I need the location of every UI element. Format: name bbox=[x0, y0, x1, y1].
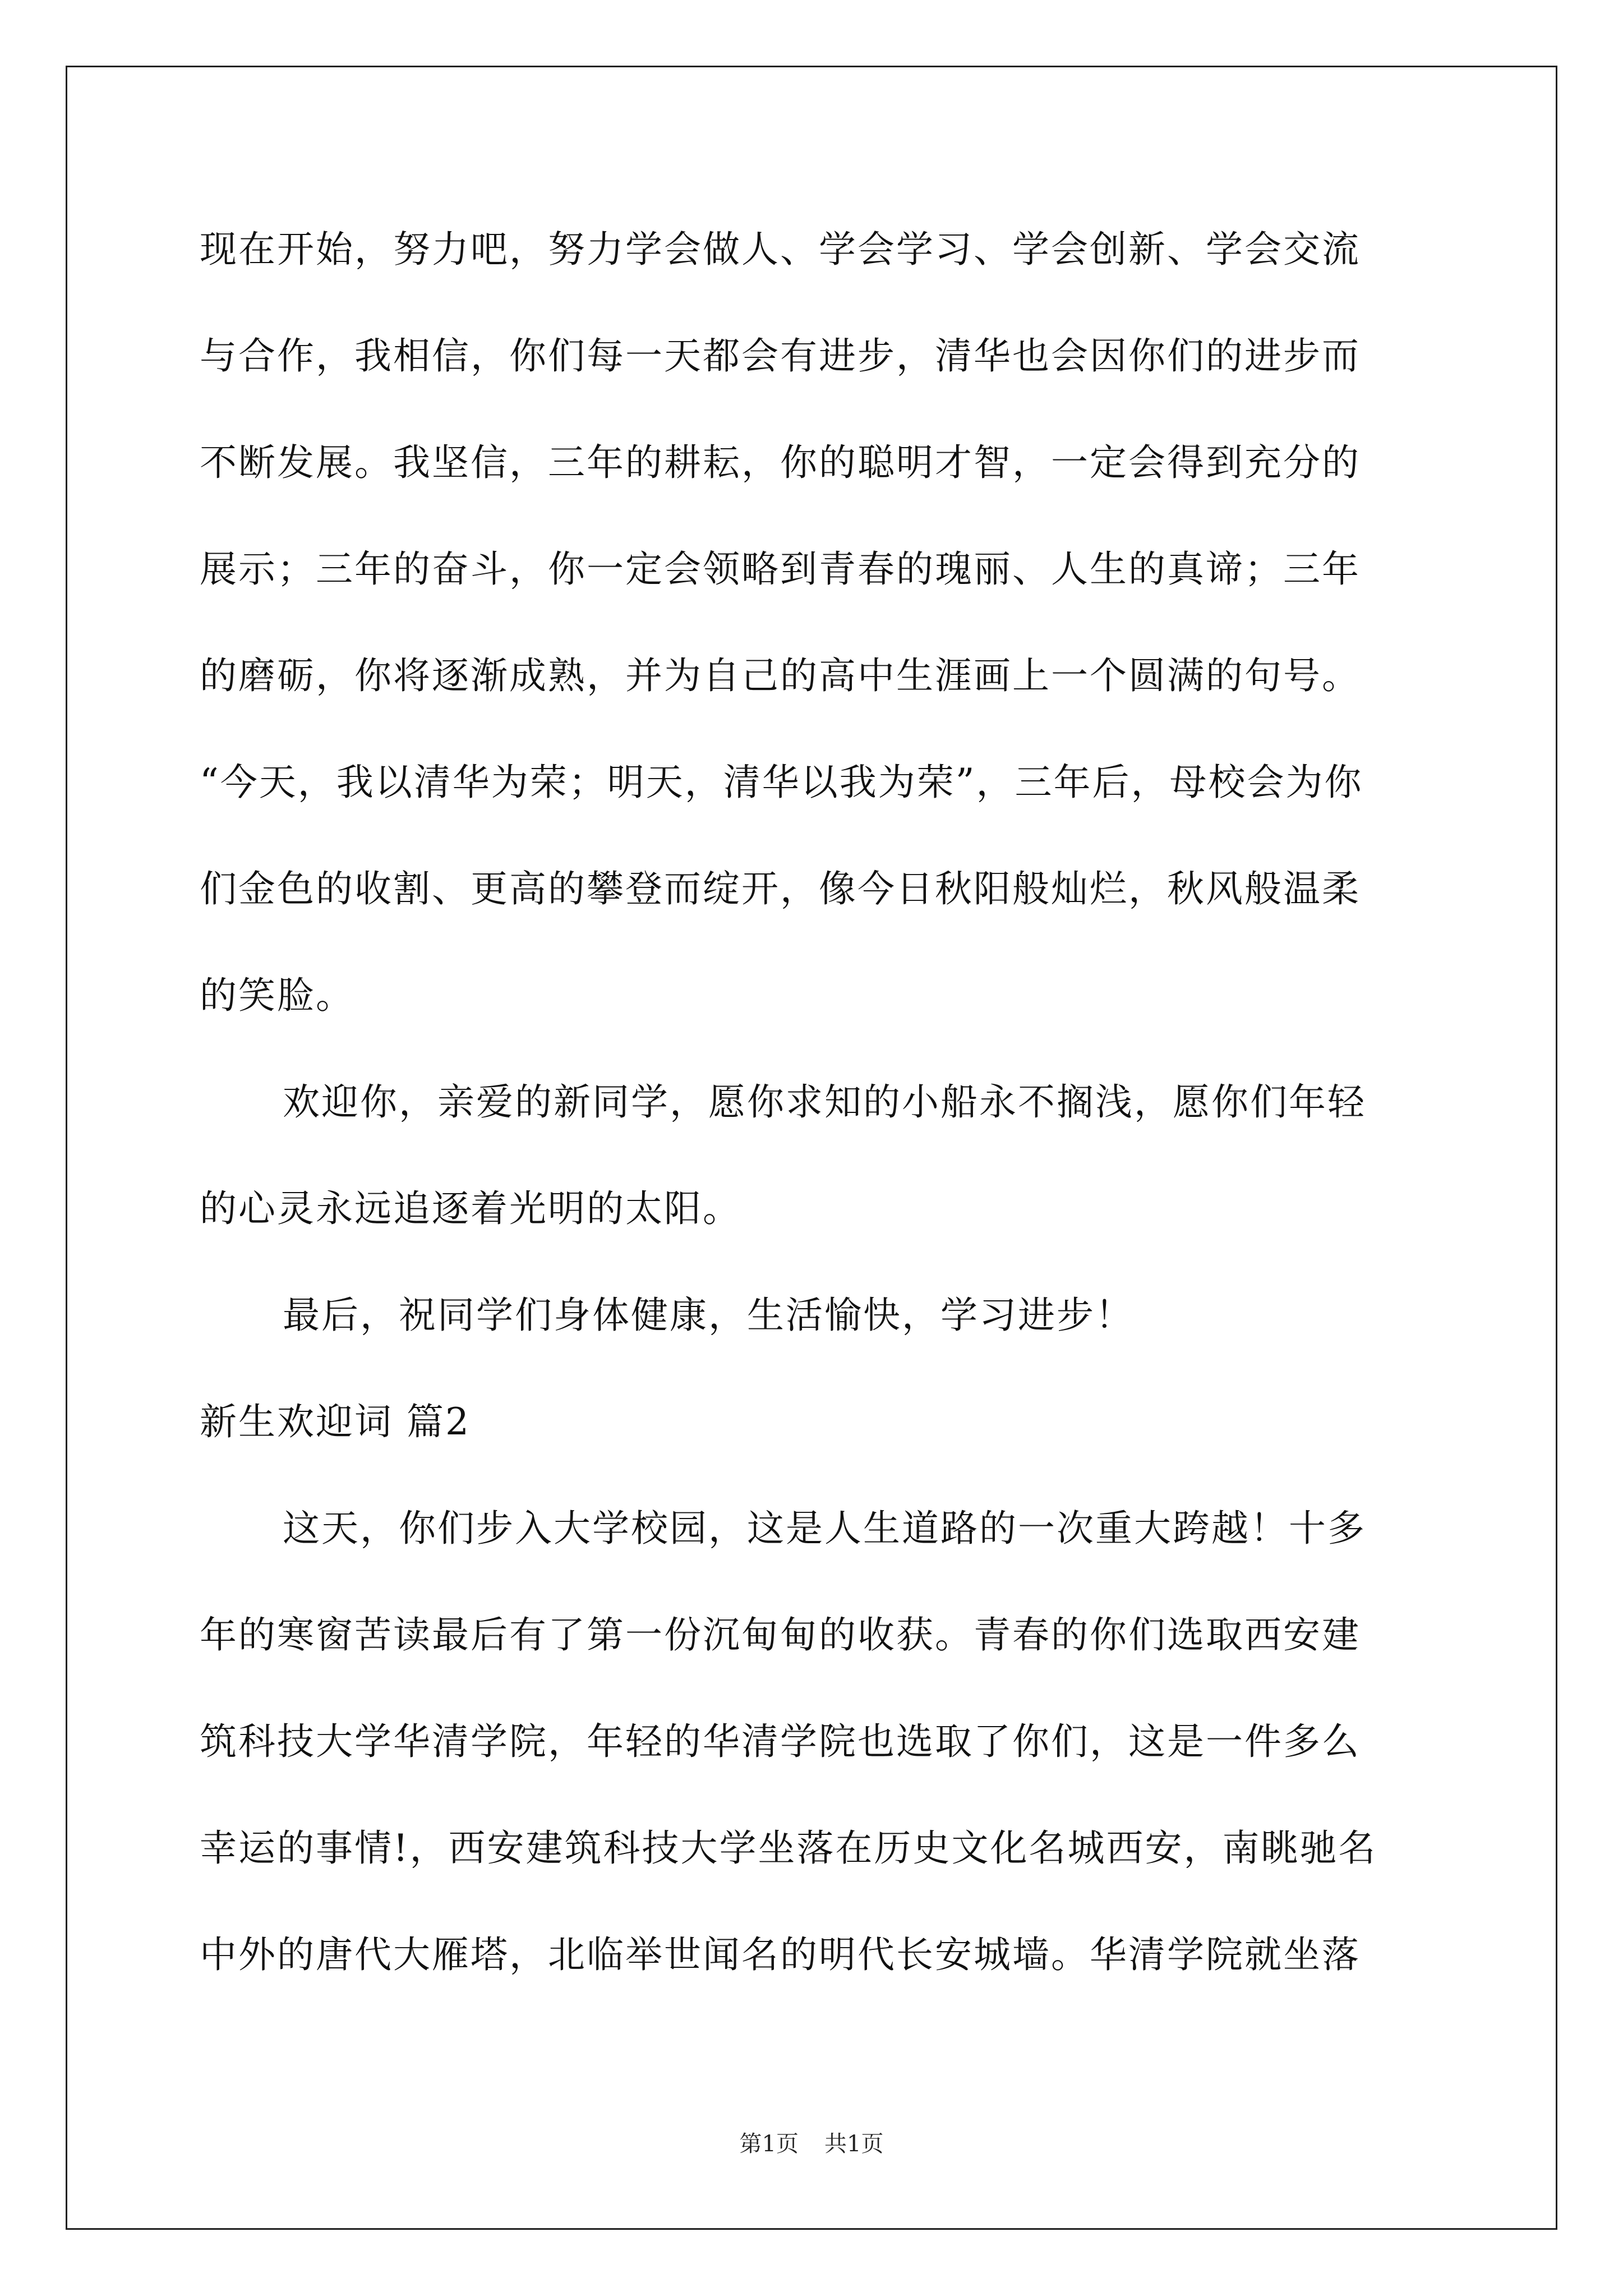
text-line: 这天，你们步入大学校园，这是人生道路的一次重大跨越！十多 bbox=[283, 1507, 1366, 1550]
text-line: 中外的唐代大雁塔，北临举世闻名的明代长安城墙。华清学院就坐落 bbox=[200, 1933, 1361, 1976]
page-footer bbox=[0, 2126, 1623, 2158]
text-line: 的笑脸。 bbox=[200, 974, 354, 1017]
text-line: 们金色的收割、更高的攀登而绽开，像今日秋阳般灿烂，秋风般温柔 bbox=[200, 867, 1361, 910]
text-line: 展示；三年的奋斗，你一定会领略到青春的瑰丽、人生的真谛；三年 bbox=[200, 547, 1361, 591]
text-line: 最后，祝同学们身体健康，生活愉快，学习进步！ bbox=[283, 1294, 1134, 1337]
text-line: 年的寒窗苦读最后有了第一份沉甸甸的收获。青春的你们选取西安建 bbox=[200, 1613, 1361, 1657]
text-line: 幸运的事情!，西安建筑科技大学坐落在历史文化名城西安，南眺驰名 bbox=[200, 1826, 1377, 1870]
page-number: 第1页 bbox=[739, 2131, 799, 2157]
page-total: 共1页 bbox=[824, 2131, 884, 2157]
text-line: 不断发展。我坚信，三年的耕耘，你的聪明才智，一定会得到充分的 bbox=[200, 441, 1361, 484]
document-body bbox=[200, 208, 1428, 2019]
text-line: 的心灵永远追逐着光明的太阳。 bbox=[200, 1187, 741, 1230]
text-line: 筑科技大学华清学院，年轻的华清学院也选取了你们，这是一件多么 bbox=[200, 1720, 1361, 1763]
text-line: 的磨砺，你将逐渐成熟，并为自己的高中生涯画上一个圆满的句号。 bbox=[200, 654, 1361, 697]
text-line: “今天，我以清华为荣；明天，清华以我为荣”，三年后，母校会为你 bbox=[200, 761, 1363, 804]
text-line: 现在开始，努力吧，努力学会做人、学会学习、学会创新、学会交流 bbox=[200, 228, 1361, 271]
text-line: 与合作，我相信，你们每一天都会有进步，清华也会因你们的进步而 bbox=[200, 334, 1361, 378]
text-line: 新生欢迎词 篇2 bbox=[200, 1400, 471, 1443]
text-line: 欢迎你，亲爱的新同学，愿你求知的小船永不搁浅，愿你们年轻 bbox=[283, 1080, 1366, 1124]
